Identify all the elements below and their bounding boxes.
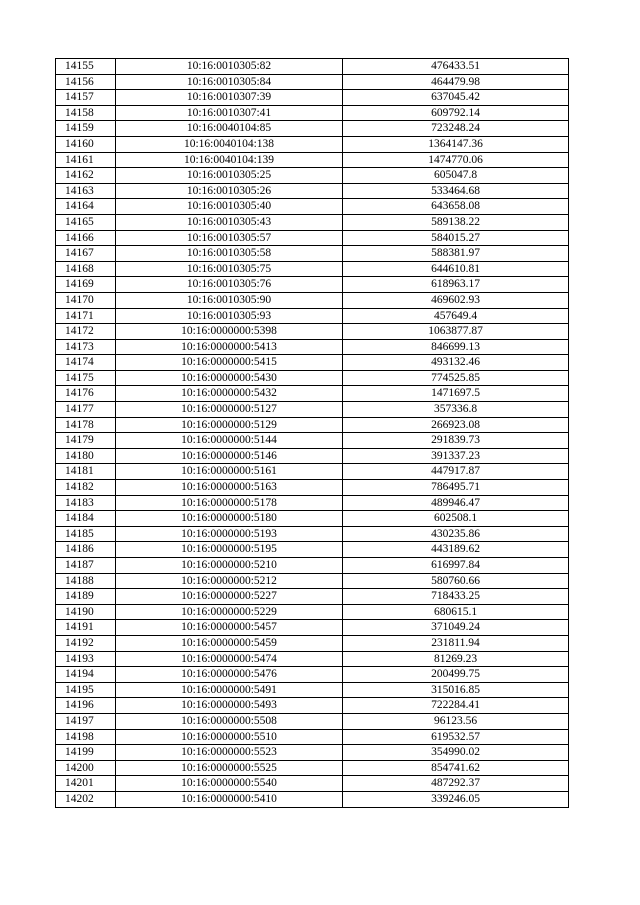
- value-cell: 589138.22: [343, 214, 569, 230]
- table-row: [56, 136, 569, 152]
- row-number-cell: 14169: [56, 277, 116, 293]
- table-row: [56, 261, 569, 277]
- value-cell: 464479.98: [343, 74, 569, 90]
- table-row: [56, 90, 569, 106]
- table-row: [56, 308, 569, 324]
- table-row: [56, 355, 569, 371]
- cadastral-number-cell: 10:16:0000000:5180: [116, 511, 343, 527]
- row-number-cell: 14162: [56, 168, 116, 184]
- table-row: [56, 199, 569, 215]
- value-cell: 354990.02: [343, 745, 569, 761]
- value-cell: 774525.85: [343, 370, 569, 386]
- row-number-cell: 14195: [56, 682, 116, 698]
- value-cell: 266923.08: [343, 417, 569, 433]
- value-cell: 357336.8: [343, 402, 569, 418]
- table-row: [56, 542, 569, 558]
- row-number-cell: 14177: [56, 402, 116, 418]
- row-number-cell: 14184: [56, 511, 116, 527]
- cadastral-number-cell: 10:16:0000000:5430: [116, 370, 343, 386]
- cadastral-number-cell: 10:16:0000000:5146: [116, 448, 343, 464]
- table-row: [56, 558, 569, 574]
- table-row: [56, 729, 569, 745]
- table-row: [56, 698, 569, 714]
- cadastral-number-cell: 10:16:0000000:5163: [116, 480, 343, 496]
- row-number-cell: 14202: [56, 791, 116, 807]
- table-row: [56, 74, 569, 90]
- table-row: [56, 105, 569, 121]
- table-row: [56, 59, 569, 75]
- cadastral-number-cell: 10:16:0010307:39: [116, 90, 343, 106]
- row-number-cell: 14192: [56, 635, 116, 651]
- value-cell: 447917.87: [343, 464, 569, 480]
- cadastral-number-cell: 10:16:0010305:75: [116, 261, 343, 277]
- cadastral-number-cell: 10:16:0010307:41: [116, 105, 343, 121]
- cadastral-number-cell: 10:16:0000000:5398: [116, 324, 343, 340]
- cadastral-number-cell: 10:16:0000000:5523: [116, 745, 343, 761]
- cadastral-number-cell: 10:16:0000000:5510: [116, 729, 343, 745]
- table-row: [56, 495, 569, 511]
- cadastral-number-cell: 10:16:0000000:5129: [116, 417, 343, 433]
- row-number-cell: 14163: [56, 183, 116, 199]
- cadastral-number-cell: 10:16:0010305:26: [116, 183, 343, 199]
- table-row: [56, 121, 569, 137]
- row-number-cell: 14170: [56, 292, 116, 308]
- cadastral-number-cell: 10:16:0000000:5415: [116, 355, 343, 371]
- cadastral-number-cell: 10:16:0000000:5410: [116, 791, 343, 807]
- value-cell: 469602.93: [343, 292, 569, 308]
- cadastral-number-cell: 10:16:0000000:5491: [116, 682, 343, 698]
- row-number-cell: 14197: [56, 713, 116, 729]
- cadastral-number-cell: 10:16:0000000:5413: [116, 339, 343, 355]
- row-number-cell: 14158: [56, 105, 116, 121]
- table-row: [56, 464, 569, 480]
- cadastral-number-cell: 10:16:0010305:82: [116, 59, 343, 75]
- table-row: [56, 324, 569, 340]
- cadastral-number-cell: 10:16:0010305:76: [116, 277, 343, 293]
- row-number-cell: 14188: [56, 573, 116, 589]
- value-cell: 588381.97: [343, 246, 569, 262]
- table-row: [56, 246, 569, 262]
- row-number-cell: 14193: [56, 651, 116, 667]
- row-number-cell: 14156: [56, 74, 116, 90]
- row-number-cell: 14164: [56, 199, 116, 215]
- row-number-cell: 14180: [56, 448, 116, 464]
- cadastral-number-cell: 10:16:0000000:5432: [116, 386, 343, 402]
- value-cell: 616997.84: [343, 558, 569, 574]
- value-cell: 457649.4: [343, 308, 569, 324]
- cadastral-number-cell: 10:16:0000000:5144: [116, 433, 343, 449]
- table-row: [56, 417, 569, 433]
- table-row: [56, 511, 569, 527]
- cadastral-number-cell: 10:16:0040104:138: [116, 136, 343, 152]
- value-cell: 718433.25: [343, 589, 569, 605]
- table-row: [56, 667, 569, 683]
- row-number-cell: 14161: [56, 152, 116, 168]
- table-row: [56, 589, 569, 605]
- value-cell: 371049.24: [343, 620, 569, 636]
- row-number-cell: 14198: [56, 729, 116, 745]
- value-cell: 391337.23: [343, 448, 569, 464]
- table-row: [56, 168, 569, 184]
- cadastral-number-cell: 10:16:0000000:5457: [116, 620, 343, 636]
- cadastral-number-cell: 10:16:0000000:5193: [116, 526, 343, 542]
- value-cell: 846699.13: [343, 339, 569, 355]
- row-number-cell: 14165: [56, 214, 116, 230]
- value-cell: 609792.14: [343, 105, 569, 121]
- row-number-cell: 14181: [56, 464, 116, 480]
- value-cell: 476433.51: [343, 59, 569, 75]
- row-number-cell: 14186: [56, 542, 116, 558]
- cadastral-number-cell: 10:16:0000000:5493: [116, 698, 343, 714]
- cadastral-number-cell: 10:16:0000000:5229: [116, 604, 343, 620]
- row-number-cell: 14173: [56, 339, 116, 355]
- table-row: [56, 386, 569, 402]
- cadastral-number-cell: 10:16:0000000:5525: [116, 760, 343, 776]
- row-number-cell: 14175: [56, 370, 116, 386]
- row-number-cell: 14191: [56, 620, 116, 636]
- cadastral-number-cell: 10:16:0040104:139: [116, 152, 343, 168]
- data-table: [55, 58, 569, 808]
- cadastral-number-cell: 10:16:0010305:57: [116, 230, 343, 246]
- value-cell: 81269.23: [343, 651, 569, 667]
- table-row: [56, 573, 569, 589]
- table-row: [56, 526, 569, 542]
- table-row: [56, 230, 569, 246]
- value-cell: 1063877.87: [343, 324, 569, 340]
- row-number-cell: 14157: [56, 90, 116, 106]
- table-row: [56, 620, 569, 636]
- row-number-cell: 14178: [56, 417, 116, 433]
- row-number-cell: 14182: [56, 480, 116, 496]
- row-number-cell: 14199: [56, 745, 116, 761]
- value-cell: 489946.47: [343, 495, 569, 511]
- value-cell: 644610.81: [343, 261, 569, 277]
- value-cell: 493132.46: [343, 355, 569, 371]
- table-row: [56, 402, 569, 418]
- value-cell: 200499.75: [343, 667, 569, 683]
- table-row: [56, 183, 569, 199]
- value-cell: 643658.08: [343, 199, 569, 215]
- value-cell: 430235.86: [343, 526, 569, 542]
- table-row: [56, 480, 569, 496]
- row-number-cell: 14183: [56, 495, 116, 511]
- table-row: [56, 651, 569, 667]
- cadastral-number-cell: 10:16:0010305:40: [116, 199, 343, 215]
- row-number-cell: 14160: [56, 136, 116, 152]
- value-cell: 96123.56: [343, 713, 569, 729]
- value-cell: 1474770.06: [343, 152, 569, 168]
- value-cell: 231811.94: [343, 635, 569, 651]
- value-cell: 339246.05: [343, 791, 569, 807]
- cadastral-number-cell: 10:16:0010305:25: [116, 168, 343, 184]
- value-cell: 1471697.5: [343, 386, 569, 402]
- table-row: [56, 635, 569, 651]
- table-row: [56, 604, 569, 620]
- row-number-cell: 14171: [56, 308, 116, 324]
- table-row: [56, 292, 569, 308]
- row-number-cell: 14172: [56, 324, 116, 340]
- cadastral-number-cell: 10:16:0010305:58: [116, 246, 343, 262]
- row-number-cell: 14200: [56, 760, 116, 776]
- row-number-cell: 14187: [56, 558, 116, 574]
- value-cell: 854741.62: [343, 760, 569, 776]
- cadastral-number-cell: 10:16:0000000:5508: [116, 713, 343, 729]
- cadastral-number-cell: 10:16:0010305:90: [116, 292, 343, 308]
- cadastral-number-cell: 10:16:0000000:5210: [116, 558, 343, 574]
- table-body: [56, 59, 569, 808]
- table-row: [56, 682, 569, 698]
- cadastral-number-cell: 10:16:0010305:84: [116, 74, 343, 90]
- value-cell: 619532.57: [343, 729, 569, 745]
- table-row: [56, 277, 569, 293]
- table-row: [56, 370, 569, 386]
- table-row: [56, 745, 569, 761]
- value-cell: 315016.85: [343, 682, 569, 698]
- table-row: [56, 433, 569, 449]
- value-cell: 618963.17: [343, 277, 569, 293]
- cadastral-number-cell: 10:16:0040104:85: [116, 121, 343, 137]
- cadastral-number-cell: 10:16:0000000:5227: [116, 589, 343, 605]
- value-cell: 291839.73: [343, 433, 569, 449]
- value-cell: 1364147.36: [343, 136, 569, 152]
- row-number-cell: 14196: [56, 698, 116, 714]
- value-cell: 722284.41: [343, 698, 569, 714]
- row-number-cell: 14190: [56, 604, 116, 620]
- cadastral-number-cell: 10:16:0000000:5178: [116, 495, 343, 511]
- row-number-cell: 14194: [56, 667, 116, 683]
- table-row: [56, 152, 569, 168]
- row-number-cell: 14201: [56, 776, 116, 792]
- cadastral-number-cell: 10:16:0000000:5195: [116, 542, 343, 558]
- value-cell: 584015.27: [343, 230, 569, 246]
- table-row: [56, 339, 569, 355]
- cadastral-number-cell: 10:16:0000000:5127: [116, 402, 343, 418]
- cadastral-number-cell: 10:16:0010305:93: [116, 308, 343, 324]
- row-number-cell: 14167: [56, 246, 116, 262]
- value-cell: 580760.66: [343, 573, 569, 589]
- value-cell: 487292.37: [343, 776, 569, 792]
- cadastral-number-cell: 10:16:0000000:5540: [116, 776, 343, 792]
- value-cell: 605047.8: [343, 168, 569, 184]
- table-row: [56, 760, 569, 776]
- row-number-cell: 14176: [56, 386, 116, 402]
- cadastral-number-cell: 10:16:0000000:5476: [116, 667, 343, 683]
- table-row: [56, 713, 569, 729]
- value-cell: 533464.68: [343, 183, 569, 199]
- value-cell: 786495.71: [343, 480, 569, 496]
- value-cell: 443189.62: [343, 542, 569, 558]
- cadastral-number-cell: 10:16:0000000:5459: [116, 635, 343, 651]
- value-cell: 723248.24: [343, 121, 569, 137]
- row-number-cell: 14189: [56, 589, 116, 605]
- table-row: [56, 448, 569, 464]
- row-number-cell: 14168: [56, 261, 116, 277]
- table-row: [56, 776, 569, 792]
- row-number-cell: 14185: [56, 526, 116, 542]
- cadastral-number-cell: 10:16:0000000:5474: [116, 651, 343, 667]
- row-number-cell: 14155: [56, 59, 116, 75]
- value-cell: 680615.1: [343, 604, 569, 620]
- value-cell: 637045.42: [343, 90, 569, 106]
- value-cell: 602508.1: [343, 511, 569, 527]
- row-number-cell: 14166: [56, 230, 116, 246]
- table-row: [56, 214, 569, 230]
- row-number-cell: 14159: [56, 121, 116, 137]
- table-row: [56, 791, 569, 807]
- cadastral-number-cell: 10:16:0010305:43: [116, 214, 343, 230]
- row-number-cell: 14174: [56, 355, 116, 371]
- cadastral-number-cell: 10:16:0000000:5212: [116, 573, 343, 589]
- cadastral-number-cell: 10:16:0000000:5161: [116, 464, 343, 480]
- row-number-cell: 14179: [56, 433, 116, 449]
